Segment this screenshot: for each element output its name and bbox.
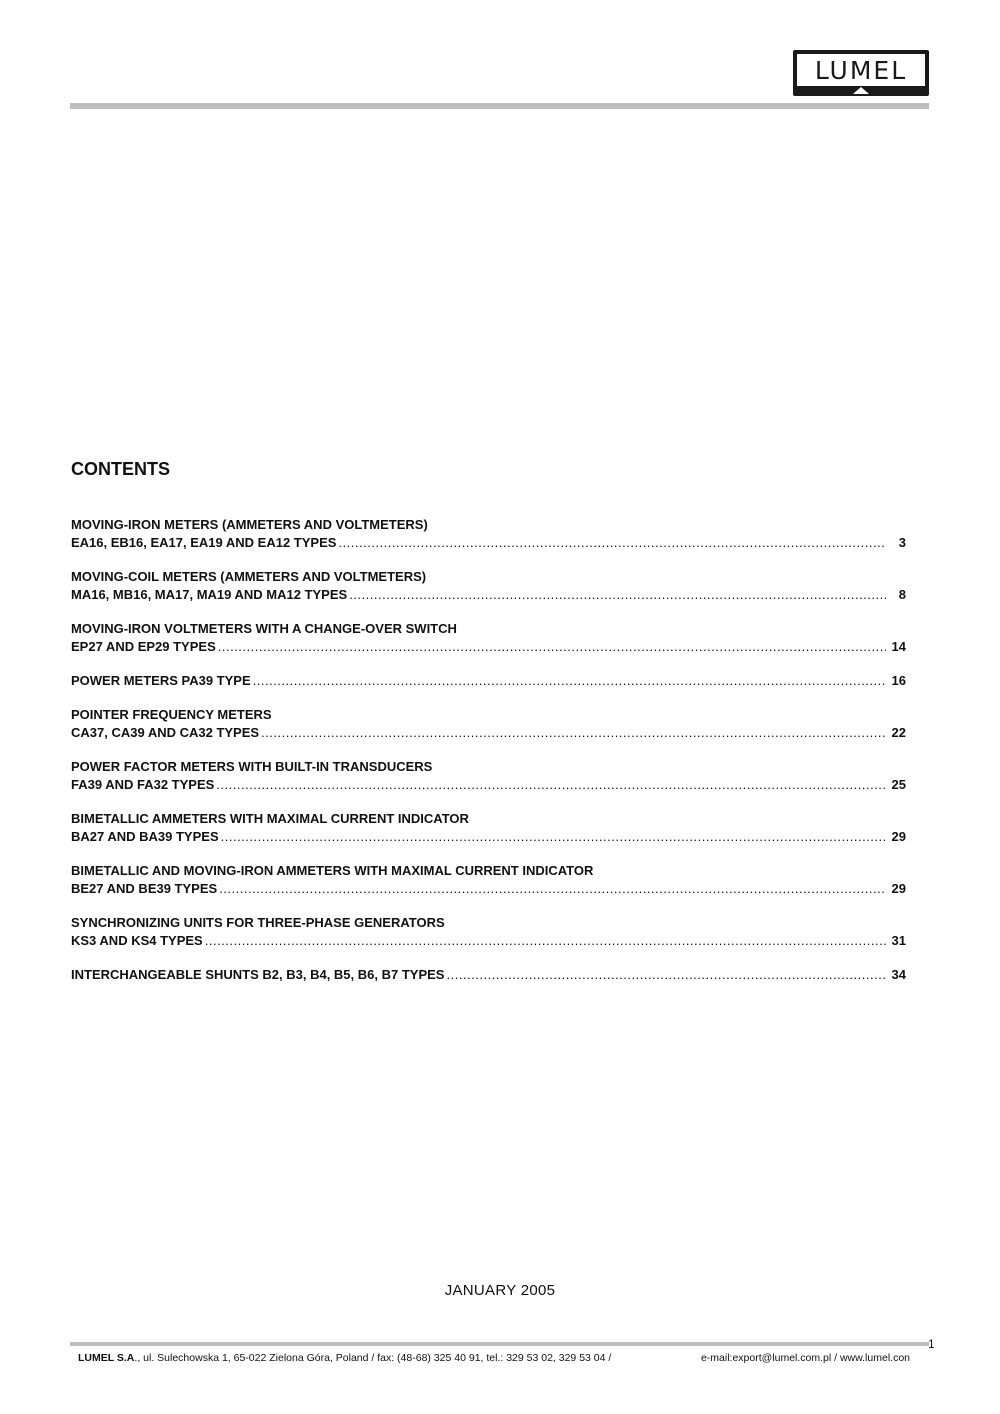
toc-leader-dots xyxy=(205,932,886,950)
toc-page-number: 8 xyxy=(898,587,906,602)
toc-section-title: POINTER FREQUENCY METERS xyxy=(71,707,272,722)
toc-types: BA27 AND BA39 TYPES xyxy=(71,829,219,844)
toc-line xyxy=(71,638,906,656)
toc-leader-dots xyxy=(216,776,886,794)
toc-leader-dots xyxy=(261,724,886,742)
footer-address: ., ul. Sulechowska 1, 65-022 Zielona Góra, Poland / fax: (48-68) 325 40 91, tel.: 329 53 02, 329 53 04 / xyxy=(134,1352,612,1364)
footer-contact: e-mail:export@lumel.com.pl / www.lumel.con xyxy=(700,1352,910,1364)
toc-leader-dots xyxy=(446,966,886,984)
toc-entry xyxy=(71,914,906,950)
logo-frame xyxy=(797,54,925,86)
toc-page-number: 25 xyxy=(891,777,906,792)
toc-types: CA37, CA39 AND CA32 TYPES xyxy=(71,725,260,740)
footer-company: LUMEL S.A xyxy=(78,1352,135,1364)
toc-line xyxy=(71,534,906,552)
toc-leader-dots xyxy=(349,586,886,604)
toc-line xyxy=(71,724,906,742)
logo-text: LUMEL xyxy=(814,55,908,85)
toc-types: MA16, MB16, MA17, MA19 AND MA12 TYPES xyxy=(71,587,348,602)
toc-line xyxy=(71,932,906,950)
footer-rule xyxy=(70,1342,929,1346)
toc-line xyxy=(71,586,906,604)
toc-line xyxy=(71,966,906,984)
toc-entry xyxy=(71,620,906,656)
toc-page-number: 31 xyxy=(891,933,906,948)
toc-section-title: BIMETALLIC AMMETERS WITH MAXIMAL CURRENT INDICATOR xyxy=(71,811,469,826)
toc-entry xyxy=(71,758,906,794)
toc-entry xyxy=(71,672,906,690)
toc-section-title: POWER FACTOR METERS WITH BUILT-IN TRANSDUCERS xyxy=(71,759,433,774)
toc-entry xyxy=(71,810,906,846)
toc-types: FA39 AND FA32 TYPES xyxy=(71,777,215,792)
publication-date: JANUARY 2005 xyxy=(444,1282,556,1299)
toc-page-number: 22 xyxy=(891,725,906,740)
toc-types: KS3 AND KS4 TYPES xyxy=(71,933,203,948)
toc-page-number: 29 xyxy=(891,881,906,896)
logo-triangle-icon xyxy=(853,87,869,94)
toc-section-title: BIMETALLIC AND MOVING-IRON AMMETERS WITH MAXIMAL CURRENT INDICATOR xyxy=(71,863,594,878)
toc-page-number: 16 xyxy=(891,673,906,688)
toc-entry xyxy=(71,568,906,604)
header-rule xyxy=(70,103,929,109)
toc-leader-dots xyxy=(338,534,886,552)
toc-page-number: 34 xyxy=(891,967,906,982)
table-of-contents xyxy=(71,516,906,1000)
toc-line xyxy=(71,776,906,794)
footer-address-block xyxy=(78,1352,611,1364)
toc-page-number: 14 xyxy=(891,639,906,654)
contents-title: CONTENTS xyxy=(71,459,170,479)
toc-entry xyxy=(71,862,906,898)
toc-section-title: MOVING-COIL METERS (AMMETERS AND VOLTMETERS) xyxy=(71,569,427,584)
footer xyxy=(78,1352,910,1364)
toc-entry xyxy=(71,966,906,984)
toc-types: BE27 AND BE39 TYPES xyxy=(71,881,218,896)
toc-leader-dots xyxy=(221,828,886,846)
toc-entry xyxy=(71,706,906,742)
toc-entry xyxy=(71,516,906,552)
toc-section-title: MOVING-IRON VOLTMETERS WITH A CHANGE-OVER SWITCH xyxy=(71,621,457,636)
toc-leader-dots xyxy=(219,880,886,898)
toc-leader-dots xyxy=(218,638,886,656)
toc-line xyxy=(71,672,906,690)
toc-types: EP27 AND EP29 TYPES xyxy=(71,639,216,654)
toc-types: INTERCHANGEABLE SHUNTS B2, B3, B4, B5, B6, B7 TYPES xyxy=(71,967,445,982)
toc-line xyxy=(71,828,906,846)
toc-page-number: 29 xyxy=(891,829,906,844)
toc-section-title: MOVING-IRON METERS (AMMETERS AND VOLTMETERS) xyxy=(71,517,428,532)
toc-section-title: SYNCHRONIZING UNITS FOR THREE-PHASE GENERATORS xyxy=(71,915,445,930)
toc-page-number: 3 xyxy=(898,535,906,550)
toc-leader-dots xyxy=(253,672,886,690)
lumel-logo xyxy=(793,50,929,96)
toc-types: EA16, EB16, EA17, EA19 AND EA12 TYPES xyxy=(71,535,337,550)
toc-line xyxy=(71,880,906,898)
page-number: 1 xyxy=(928,1337,935,1351)
toc-types: POWER METERS PA39 TYPE xyxy=(71,673,251,688)
